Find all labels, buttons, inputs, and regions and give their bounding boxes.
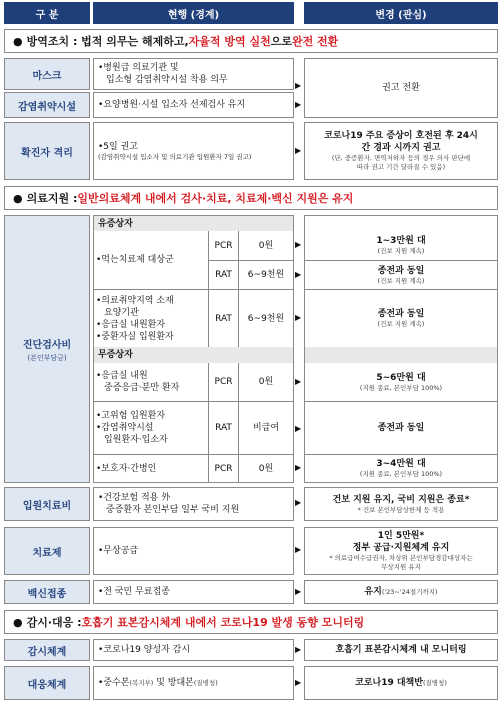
new-cost: 종전과 동일 (건보 지원 계속)	[377, 265, 425, 285]
test-type: RAT	[215, 313, 232, 324]
test-type: PCR	[214, 463, 233, 474]
isolation-new: 코로나19 주요 증상이 호전된 후 24시 간 경과 시까지 권고 (단, 중증환자, 면역저하자 등의 경우 의사 판단에 따라 권고 기간 달라질 수 있음)	[304, 122, 498, 180]
arrow-icon: ▶	[295, 645, 302, 654]
arrow-icon: ▶	[295, 545, 302, 554]
test-cost: 6~9천원	[247, 313, 285, 324]
row-guardian: •보호자·간병인	[96, 463, 157, 474]
section-banner-surveillance: ● 감시·대응 : 호흡기 표본감시체계 내에서 코로나19 발생 동향 모니터링	[4, 610, 498, 634]
mask-facility-new: 권고 전환	[304, 58, 498, 118]
row-oral-drug-target: •먹는치료제 대상군	[96, 255, 174, 265]
test-cost: 0원	[258, 377, 274, 387]
inpatient-new: 건보 지원 유지, 국비 지원은 종료* * 건보 본인부담상한제 등 적용	[304, 487, 498, 521]
arrow-icon: ▶	[295, 81, 302, 90]
mask-current: •병원급 의료기관 및 입소형 감염취약시설 착용 의무	[93, 58, 294, 90]
new-cost: 종전과 동일 (건보 지원 계속)	[377, 309, 425, 328]
new-cost: 5~6만원 대 (지원 종료, 본인부담 100%)	[359, 372, 443, 392]
section-banner-medical-support: ● 의료지원 : 일반의료체계 내에서 검사·치료, 치료제·백신 지원은 유지	[4, 186, 498, 210]
drug-current: •무상공급	[93, 527, 294, 575]
row-label-inpatient-cost: 입원치료비	[4, 487, 90, 521]
new-cost: 1~3만원 대 (건보 지원 계속)	[376, 236, 426, 255]
facility-current: •요양병원·시설 입소자 선제검사 유지	[93, 92, 294, 118]
header-category: 구 분	[4, 2, 90, 24]
vaccine-new: 유지('23~'24절기까지)	[304, 580, 498, 604]
asymptomatic-header-new	[305, 347, 497, 363]
test-cost: 0원	[258, 240, 274, 251]
row-label-diagnostic-test: 진단검사비 (본인부담금)	[4, 215, 90, 483]
inpatient-current: •건강보험 적용 外 중증환자 본인부담 일부 국비 지원	[93, 487, 294, 521]
test-cost: 0원	[258, 463, 274, 474]
header-current: 현행 (경계)	[93, 2, 294, 24]
arrow-icon: ▶	[295, 377, 302, 386]
arrow-icon: ▶	[295, 424, 302, 433]
row-label-vulnerable-facility: 감염취약시설	[4, 92, 90, 118]
arrow-icon: ▶	[295, 463, 302, 472]
new-cost: 3~4만원 대 (지원 종료, 본인부담 100%)	[359, 459, 443, 478]
row-label-isolation: 확진자 격리	[4, 122, 90, 180]
row-label-surveillance: 감시체계	[4, 639, 90, 661]
test-type: PCR	[214, 240, 233, 251]
test-type: RAT	[215, 270, 232, 280]
vaccine-current: •전 국민 무료접종	[93, 580, 294, 604]
arrow-icon: ▶	[295, 100, 302, 109]
row-label-mask: 마스크	[4, 58, 90, 90]
isolation-current: •5일 권고 (감염취약시설 입소자 및 의료기관 입원환자 7일 권고)	[93, 122, 294, 180]
arrow-icon: ▶	[295, 587, 302, 596]
test-type: PCR	[214, 377, 233, 387]
drug-new: 1인 5만원* 정부 공급·지원체계 유지 * 의료급여수급권자, 차상위 본인부담경감대상자는 무상지원 유지	[304, 527, 498, 575]
row-label-vaccination: 백신접종	[4, 580, 90, 604]
response-new: 코로나19 대책반(질병청)	[304, 666, 498, 700]
arrow-icon: ▶	[295, 146, 302, 155]
row-label-response: 대응체계	[4, 666, 90, 700]
row-high-risk: •고위험 입원환자 •감염취약시설 입원환자·입소자	[96, 411, 168, 445]
row-vulnerable-region: •의료취약지역 소재 요양기관 •응급실 내원환자 •중환자실 입원환자	[96, 295, 174, 342]
asymptomatic-header: 무증상자	[94, 347, 293, 363]
test-cost: 6~9천원	[247, 270, 285, 280]
test-cost: 비급여	[252, 423, 280, 433]
test-type: RAT	[215, 423, 232, 433]
arrow-icon: ▶	[295, 498, 302, 507]
surveillance-new: 호흡기 표본감시체계 내 모니터링	[304, 639, 498, 661]
arrow-icon: ▶	[295, 270, 302, 279]
new-cost: 종전과 동일	[377, 423, 425, 433]
row-emergency: •응급실 내원 중증응급·분만 환자	[96, 371, 180, 393]
response-current: •중수본(복지부) 및 방대본(질병청)	[93, 666, 294, 700]
arrow-icon: ▶	[295, 678, 302, 687]
section-banner-quarantine: ● 방역조치 : 법적 의무는 해제하고, 자율적 방역 실천 으로 완전 전환	[4, 29, 498, 53]
arrow-icon: ▶	[295, 240, 302, 249]
surveillance-current: •코로나19 양성자 감시	[93, 639, 294, 661]
symptomatic-header: 유증상자	[94, 216, 293, 231]
row-label-treatment-drug: 치료제	[4, 527, 90, 575]
arrow-icon: ▶	[295, 313, 302, 322]
header-changed: 변경 (관심)	[304, 2, 498, 24]
